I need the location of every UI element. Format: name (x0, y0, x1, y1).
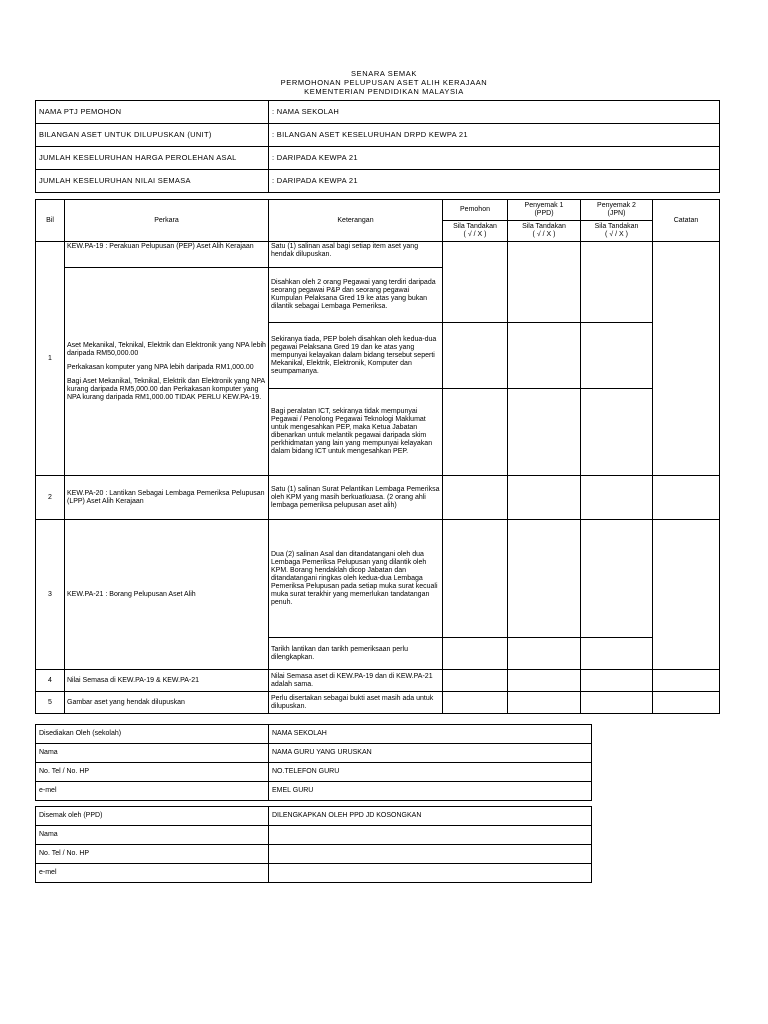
check-cell-jpn[interactable] (581, 520, 653, 638)
info-value[interactable]: : NAMA SEKOLAH (269, 101, 720, 124)
row-keterangan: Tarikh lantikan dan tarikh pemeriksaan perlu dilengkapkan. (269, 638, 443, 670)
checked-label: No. Tel / No. HP (36, 845, 269, 864)
catatan-cell[interactable] (653, 520, 720, 670)
prepared-label: No. Tel / No. HP (36, 763, 269, 782)
col-bil: Bil (36, 200, 65, 242)
perkara-note: Perkakasan komputer yang NPA lebih daripada RM1,000.00 (67, 363, 254, 371)
form-title: SENARA SEMAK (351, 69, 417, 78)
table-row (36, 520, 720, 638)
check-cell-ppd[interactable] (508, 476, 581, 520)
prepared-label: Nama (36, 744, 269, 763)
checked-label: Disemak oleh (PPD) (36, 807, 269, 826)
col-pemohon: Pemohon (443, 200, 508, 221)
row-number: 4 (36, 670, 65, 692)
checked-label: e-mel (36, 864, 269, 883)
row-keterangan: Dua (2) salinan Asal dan ditandatangani oleh dua Lembaga Pemeriksa Pelupusan yang dilantik oleh KPM. Borang hendaklah dicop Jabatan dan ditandatangani ringkas oleh kedua-dua Lembaga Pemeriksa Pelupusan pada setiap muka surat kecuali muka surat terakhir yang memerlukan tandatangan penuh. (269, 520, 443, 638)
info-row (36, 147, 720, 170)
sila-tandakan-pemohon: Sila Tandakan ( √ / X ) (443, 221, 508, 242)
row-keterangan: Disahkan oleh 2 orang Pegawai yang terdiri daripada seorang pegawai P&P dan seorang pegawai Kumpulan Pelaksana Gred 19 ke atas yang bukan dilantik sebagai Lembaga Pemeriksa. (269, 268, 443, 323)
info-value[interactable]: : DARIPADA KEWPA 21 (269, 170, 720, 193)
check-cell-pemohon[interactable] (443, 242, 508, 323)
prepared-row (36, 744, 592, 763)
check-cell-ppd[interactable] (508, 389, 581, 476)
prepared-label: e-mel (36, 782, 269, 801)
prepared-value[interactable]: NAMA SEKOLAH (269, 725, 592, 744)
perkara-note: Aset Mekanikal, Teknikal, Elektrik dan Elektronik yang NPA lebih daripada RM50,000.00 (67, 341, 266, 357)
prepared-row (36, 725, 592, 744)
checklist-table (35, 199, 720, 714)
check-cell-pemohon[interactable] (443, 476, 508, 520)
check-cell-pemohon[interactable] (443, 389, 508, 476)
prepared-label: Disediakan Oleh (sekolah) (36, 725, 269, 744)
checked-value[interactable] (269, 845, 592, 864)
row-keterangan: Satu (1) salinan asal bagi setiap item aset yang hendak dilupuskan. (269, 242, 443, 268)
check-cell-ppd[interactable] (508, 670, 581, 692)
checked-row (36, 807, 592, 826)
sila-tandakan-ppd: Sila Tandakan ( √ / X ) (508, 221, 581, 242)
check-cell-ppd[interactable] (508, 520, 581, 638)
row-keterangan: Perlu disertakan sebagai bukti aset masih ada untuk dilupuskan. (269, 692, 443, 714)
check-cell-pemohon[interactable] (443, 323, 508, 389)
col-perkara: Perkara (65, 200, 269, 242)
table-row (36, 692, 720, 714)
info-table (35, 100, 720, 193)
row-perkara: KEW.PA-21 : Borang Pelupusan Aset Alih (65, 520, 269, 670)
ministry-name: KEMENTERIAN PENDIDIKAN MALAYSIA (304, 87, 464, 96)
table-row (36, 476, 720, 520)
catatan-cell[interactable] (653, 670, 720, 692)
check-cell-jpn[interactable] (581, 692, 653, 714)
info-value[interactable]: : BILANGAN ASET KESELURUHAN DRPD KEWPA 21 (269, 124, 720, 147)
table-row (36, 242, 720, 268)
info-value[interactable]: : DARIPADA KEWPA 21 (269, 147, 720, 170)
check-cell-jpn[interactable] (581, 670, 653, 692)
form-subtitle: PERMOHONAN PELUPUSAN ASET ALIH KERAJAAN (280, 78, 488, 87)
info-row (36, 170, 720, 193)
row-perkara-details (65, 268, 269, 476)
checked-value[interactable]: DILENGKAPKAN OLEH PPD JD KOSONGKAN (269, 807, 592, 826)
check-cell-jpn[interactable] (581, 242, 653, 323)
check-cell-ppd[interactable] (508, 242, 581, 323)
prepared-by-table (35, 724, 592, 801)
prepared-row (36, 763, 592, 782)
info-label: JUMLAH KESELURUHAN HARGA PEROLEHAN ASAL (36, 147, 269, 170)
checked-value[interactable] (269, 864, 592, 883)
check-cell-ppd[interactable] (508, 638, 581, 670)
info-label: JUMLAH KESELURUHAN NILAI SEMASA (36, 170, 269, 193)
checked-row (36, 826, 592, 845)
row-keterangan: Nilai Semasa aset di KEW.PA-19 dan di KEW.PA-21 adalah sama. (269, 670, 443, 692)
col-penyemak1: Penyemak 1 (PPD) (508, 200, 581, 221)
row-number: 2 (36, 476, 65, 520)
checked-label: Nama (36, 826, 269, 845)
prepared-value[interactable]: EMEL GURU (269, 782, 592, 801)
row-perkara: KEW.PA-19 : Perakuan Pelupusan (PEP) Aset Alih Kerajaan (65, 242, 269, 268)
check-cell-pemohon[interactable] (443, 692, 508, 714)
check-cell-ppd[interactable] (508, 323, 581, 389)
row-number: 5 (36, 692, 65, 714)
prepared-value[interactable]: NAMA GURU YANG URUSKAN (269, 744, 592, 763)
row-perkara: Nilai Semasa di KEW.PA-19 & KEW.PA-21 (65, 670, 269, 692)
check-cell-pemohon[interactable] (443, 638, 508, 670)
row-perkara: Gambar aset yang hendak dilupuskan (65, 692, 269, 714)
checked-value[interactable] (269, 826, 592, 845)
row-number: 3 (36, 520, 65, 670)
catatan-cell[interactable] (653, 476, 720, 520)
perkara-note: Bagi Aset Mekanikal, Teknikal, Elektrik dan Elektronik yang NPA kurang daripada RM5,000.00 dan Perkakasan komputer yang NPA kurang daripada RM1,000.00 TIDAK PERLU KEW.PA-19. (67, 377, 265, 401)
check-cell-jpn[interactable] (581, 323, 653, 389)
table-header-row (36, 200, 720, 221)
col-catatan: Catatan (653, 200, 720, 242)
checked-row (36, 864, 592, 883)
col-keterangan: Keterangan (269, 200, 443, 242)
prepared-value[interactable]: NO.TELEFON GURU (269, 763, 592, 782)
check-cell-pemohon[interactable] (443, 520, 508, 638)
catatan-cell[interactable] (653, 692, 720, 714)
checked-by-table (35, 806, 592, 883)
row-keterangan: Sekiranya tiada, PEP boleh disahkan oleh kedua-dua pegawai Pelaksana Gred 19 dan ke atas yang mempunyai kelayakan dalam bidang tersebut seperti Mekanikal, Elektrik, Elektronik, Komputer dan seumpamanya. (269, 323, 443, 389)
info-label: NAMA PTJ PEMOHON (36, 101, 269, 124)
check-cell-jpn[interactable] (581, 638, 653, 670)
check-cell-jpn[interactable] (581, 389, 653, 476)
sila-tandakan-jpn: Sila Tandakan ( √ / X ) (581, 221, 653, 242)
row-keterangan: Satu (1) salinan Surat Pelantikan Lembaga Pemeriksa oleh KPM yang masih berkuatkuasa. (2 orang ahli lembaga pemeriksa pelupusan aset alih) (269, 476, 443, 520)
table-row (36, 670, 720, 692)
col-penyemak2: Penyemak 2 (JPN) (581, 200, 653, 221)
check-cell-ppd[interactable] (508, 692, 581, 714)
checked-row (36, 845, 592, 864)
info-label: BILANGAN ASET UNTUK DILUPUSKAN (UNIT) (36, 124, 269, 147)
row-perkara: KEW.PA-20 : Lantikan Sebagai Lembaga Pemeriksa Pelupusan (LPP) Aset Alih Kerajaan (65, 476, 269, 520)
info-row (36, 124, 720, 147)
row-number: 1 (36, 242, 65, 476)
catatan-cell[interactable] (653, 242, 720, 476)
check-cell-jpn[interactable] (581, 476, 653, 520)
check-cell-pemohon[interactable] (443, 670, 508, 692)
info-row (36, 101, 720, 124)
prepared-row (36, 782, 592, 801)
row-keterangan: Bagi peralatan ICT, sekiranya tidak mempunyai Pegawai / Penolong Pegawai Teknologi Maklumat untuk mengesahkan PEP, maka Ketua Jabatan dibenarkan untuk melantik pegawai daripada skim perkhidmatan yang lain yang mempunyai kelayakan dalam bidang ICT untuk mengesahkan PEP. (269, 389, 443, 476)
